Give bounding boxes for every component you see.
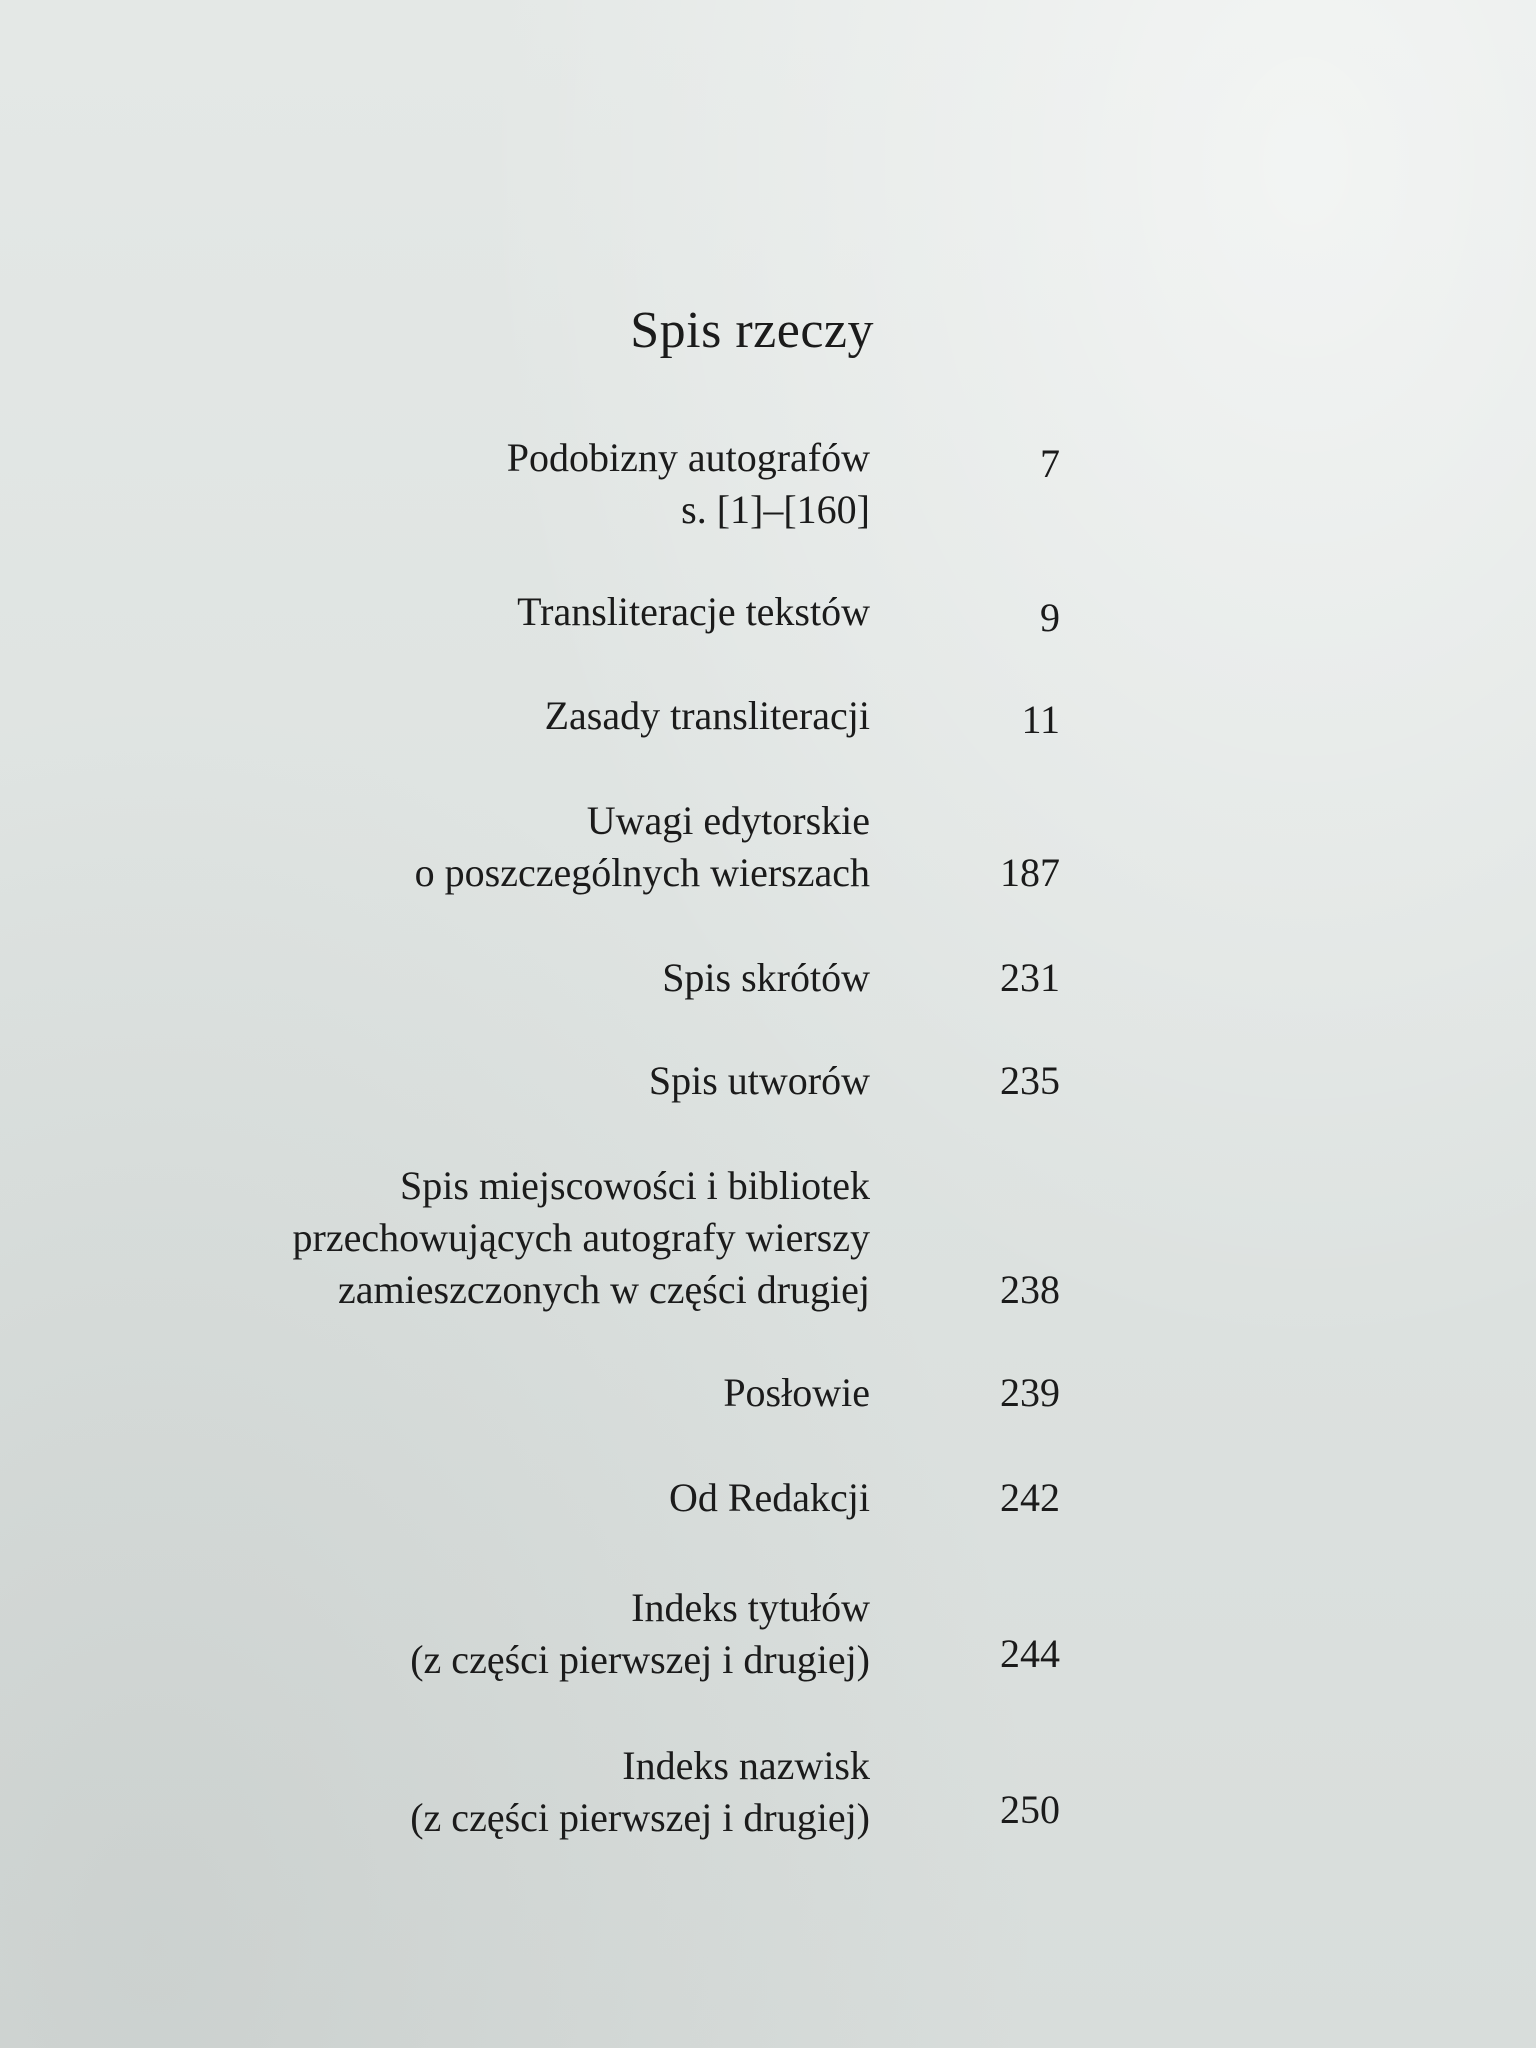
toc-entry-title — [0, 1160, 870, 1316]
toc-page-number: 244 — [1000, 1631, 1060, 1676]
toc-page-number: 187 — [1000, 850, 1060, 895]
toc-page-number: 231 — [1000, 955, 1060, 1000]
toc-entry — [0, 1055, 1100, 1111]
toc-entry — [0, 795, 1100, 905]
toc-page-number: 11 — [1021, 697, 1060, 742]
toc-page-number: 7 — [1040, 441, 1060, 486]
toc-entry-title — [0, 1367, 870, 1419]
toc-page-number: 9 — [1040, 595, 1060, 640]
toc-page-number: 235 — [1000, 1058, 1060, 1103]
toc-entry — [0, 1582, 1100, 1692]
toc-entry — [0, 1160, 1100, 1320]
toc-entry-line: s. [1]–[160] — [681, 487, 870, 532]
toc-entry-line: Indeks nazwisk — [622, 1743, 870, 1788]
toc-entry — [0, 586, 1100, 642]
toc-entry-line: Zasady transliteracji — [544, 693, 870, 738]
toc-entry — [0, 690, 1100, 746]
toc-entry — [0, 432, 1100, 542]
toc-entry-line: Spis miejscowości i bibliotek — [400, 1163, 870, 1208]
toc-entry-title — [0, 432, 870, 536]
toc-entry-title — [0, 1582, 870, 1686]
toc-entry-title — [0, 952, 870, 1004]
toc-page-number: 238 — [1000, 1267, 1060, 1312]
toc-entry-line: Podobizny autografów — [506, 435, 870, 480]
toc-entry-line: Uwagi edytorskie — [586, 798, 870, 843]
toc-entry-line: Transliteracje tekstów — [517, 589, 870, 634]
toc-entry — [0, 952, 1100, 1008]
toc-entry-line: Spis skrótów — [662, 955, 870, 1000]
toc-entry-line: (z części pierwszej i drugiej) — [410, 1637, 870, 1682]
page-title: Spis rzeczy — [630, 302, 874, 359]
toc-entry — [0, 1367, 1100, 1423]
toc-entry-line: Od Redakcji — [668, 1475, 870, 1520]
toc-entry-line: przechowujących autografy wierszy — [292, 1215, 870, 1260]
toc-entry-line: (z części pierwszej i drugiej) — [410, 1795, 870, 1840]
toc-entry — [0, 1472, 1100, 1528]
toc-page-number: 242 — [1000, 1475, 1060, 1520]
toc-entry-line: Indeks tytułów — [631, 1585, 870, 1630]
toc-page-number: 250 — [1000, 1787, 1060, 1832]
toc-entry-line: Posłowie — [723, 1370, 870, 1415]
toc-page-number: 239 — [1000, 1370, 1060, 1415]
toc-entry-title — [0, 586, 870, 638]
toc-entry-title — [0, 795, 870, 899]
toc-entry-line: o poszczególnych wierszach — [414, 850, 870, 895]
toc-entry-title — [0, 1740, 870, 1844]
toc-entry-title — [0, 690, 870, 742]
toc-entry-line: zamieszczonych w części drugiej — [338, 1267, 870, 1312]
toc-entry-title — [0, 1472, 870, 1524]
toc-entry-line: Spis utworów — [648, 1058, 870, 1103]
toc-entry-title — [0, 1055, 870, 1107]
toc-entry — [0, 1740, 1100, 1850]
